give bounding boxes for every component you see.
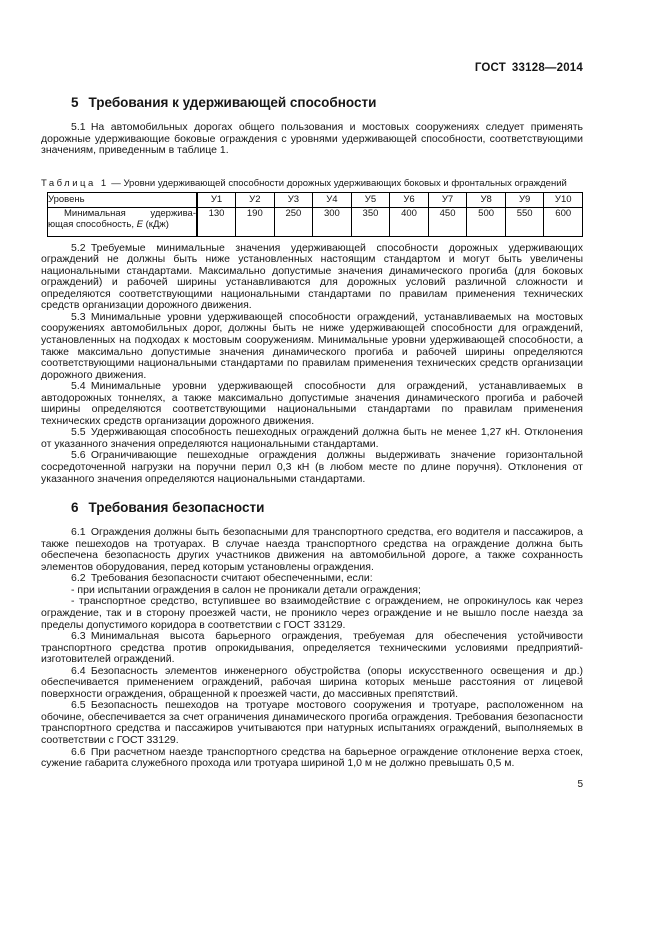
table-value: 400 — [390, 207, 429, 236]
table-value: 300 — [313, 207, 352, 236]
column-header: У6 — [390, 192, 429, 207]
column-header: У5 — [351, 192, 390, 207]
paragraph-5-2: 5.2 Требуемые минимальные значения удерживающей способности дорожных удерживающих ограждений не должны быть ниже установленных настоящим стандартом и могут быть увеличены национальными стандартами. Максимально допустимые значения динамического прогиба (для боковых ограждений) и рабочей ширины устанавливаются для дорожных условий различной сложности и определяются соответствующими национальными стандартами по правилам применения технических средств организации дорожного движения. — [41, 241, 583, 312]
table-caption-label: Таблица 1 — [41, 177, 109, 189]
section-6-title: Требования безопасности — [88, 500, 265, 516]
section-5-number: 5 — [71, 95, 79, 110]
list-item-2: - транспортное средство, вступившее во взаимодействие с ограждением, не опрокинулось как через ограждение, так и в сторону проезжей части, не проникло через ограждение и не вышло после наезда за пределы допустимого коридора в соответствии с ГОСТ 33129. — [41, 595, 583, 631]
column-header: У8 — [467, 192, 506, 207]
paragraph-6-4: 6.4 Безопасность элементов инженерного обустройства (опоры искусственного освещения и др.) обеспечивается применением ограждений, рабочая ширина которых меньше расстояния от лицевой поверхности ограждения, обращенной к проезжей части, до массивных препятствий. — [41, 664, 583, 700]
paragraph-6-2: 6.2 Требования безопасности считают обеспеченными, если: — [71, 572, 373, 585]
table-header-row — [48, 192, 583, 207]
row-label-cell — [48, 207, 198, 236]
list-item-1: - при испытании ограждения в салон не проникали детали ограждения; — [71, 583, 421, 596]
column-header: У3 — [274, 192, 313, 207]
column-header: У7 — [428, 192, 467, 207]
table-value: 190 — [236, 207, 275, 236]
column-header: У9 — [505, 192, 544, 207]
table-value: 500 — [467, 207, 506, 236]
table-value: 450 — [428, 207, 467, 236]
paragraph-5-5: 5.5 Удерживающая способность пешеходных ограждений должна быть не менее 1,27 кН. Отклонения от указанного значения определяются национальными стандартами. — [41, 426, 583, 450]
paragraph-5-3: 5.3 Минимальные уровни удерживающей способности ограждений, устанавливаемых на мостовых сооружениях автомобильных дорог, должны быть не ниже удерживающей способности для ограждений, установленных на подходах к мостовым сооружениям. Минимальные уровни удерживающей способности, а также максимально допустимые значения динамического прогиба и рабочей ширины определяются соответствующими национальными стандартами по правилам применения технических средств организации дорожного движения. — [41, 310, 583, 381]
table-caption — [41, 178, 583, 189]
table-value: 250 — [274, 207, 313, 236]
section-5-title: Требования к удерживающей способности — [88, 95, 377, 110]
paragraph-6-5: 6.5 Безопасность пешеходов на тротуаре мостового сооружения и тротуаре, расположенном на обочине, обеспечивается за счет ограничения динамического прогиба ограждения. Требования безопасности транспортного средства и пассажиров учитываются при натурных испытаниях ограждений, выполняемых в соответствии с ГОСТ 33129. — [41, 699, 583, 746]
column-header: У1 — [197, 192, 236, 207]
paragraph-5-4: 5.4 Минимальные уровни удерживающей способности для ограждений, устанавливаемых в автодорожных тоннелях, а также максимально допустимые значения динамического прогиба и рабочей ширины определяются соответствующими национальными стандартами по правилам применения технических средств организации дорожного движения. — [41, 380, 583, 427]
table-value: 350 — [351, 207, 390, 236]
row-label-suffix: (кДж) — [142, 218, 169, 230]
column-header: У2 — [236, 192, 275, 207]
paragraph-5-1: 5.1 На автомобильных дорогах общего пользования и мостовых сооружениях следует применять дорожные удерживающие боковые ограждения с уровнями удерживающей способности, соответствующими значениям, приведенным в таблице 1. — [41, 121, 583, 157]
table-1 — [47, 192, 583, 237]
row-label-prefix: Минимальная удерживающая способность, — [48, 207, 196, 230]
section-6-number: 6 — [71, 500, 79, 516]
paragraph-6-6: 6.6 При расчетном наезде транспортного средства на барьерное ограждение отклонение верха стоек, сужение габарита служебного прохода или тротуара шириной 1,0 м не должно превышать 0,5 м. — [41, 745, 583, 770]
section-5-heading — [71, 95, 583, 111]
section-6-heading — [71, 500, 583, 516]
paragraph-5-6: 5.6 Ограничивающие пешеходные ограждения должны выдерживать значение горизонтальной сосредоточенной нагрузки на поручни перил 0,3 кН (в любом месте по длине поручня). Отклонения от указанного значения определяются национальными стандартами. — [41, 449, 583, 485]
table-value: 600 — [544, 207, 583, 236]
document-reference: ГОСТ 33128—2014 — [474, 62, 583, 74]
paragraph-6-3: 6.3 Минимальная высота барьерного ограждения, требуемая для обеспечения устойчивости транспортного средства против опрокидывания, определяется техническими условиями предприятий-изготовителей ограждений. — [41, 630, 583, 666]
page-number: 5 — [577, 778, 583, 790]
column-header: У4 — [313, 192, 352, 207]
table-data-row — [48, 207, 583, 236]
table-caption-text: — Уровни удерживающей способности дорожных удерживающих боковых и фронтальных ограждений — [108, 177, 567, 189]
table-value: 550 — [505, 207, 544, 236]
column-header: У10 — [544, 192, 583, 207]
paragraph-6-1: 6.1 Ограждения должны быть безопасными для транспортного средства, его водителя и пассажиров, а также пешеходов на тротуарах. В случае наезда транспортного средства на ограждение должна быть обеспечена безопасность других участников движения на автомобильной дороге, а также сохранность элементов оборудования, перед которым установлены ограждения. — [41, 526, 583, 573]
table-value: 130 — [197, 207, 236, 236]
row-label-symbol: E — [136, 218, 143, 230]
table-corner-cell: Уровень — [48, 192, 198, 207]
